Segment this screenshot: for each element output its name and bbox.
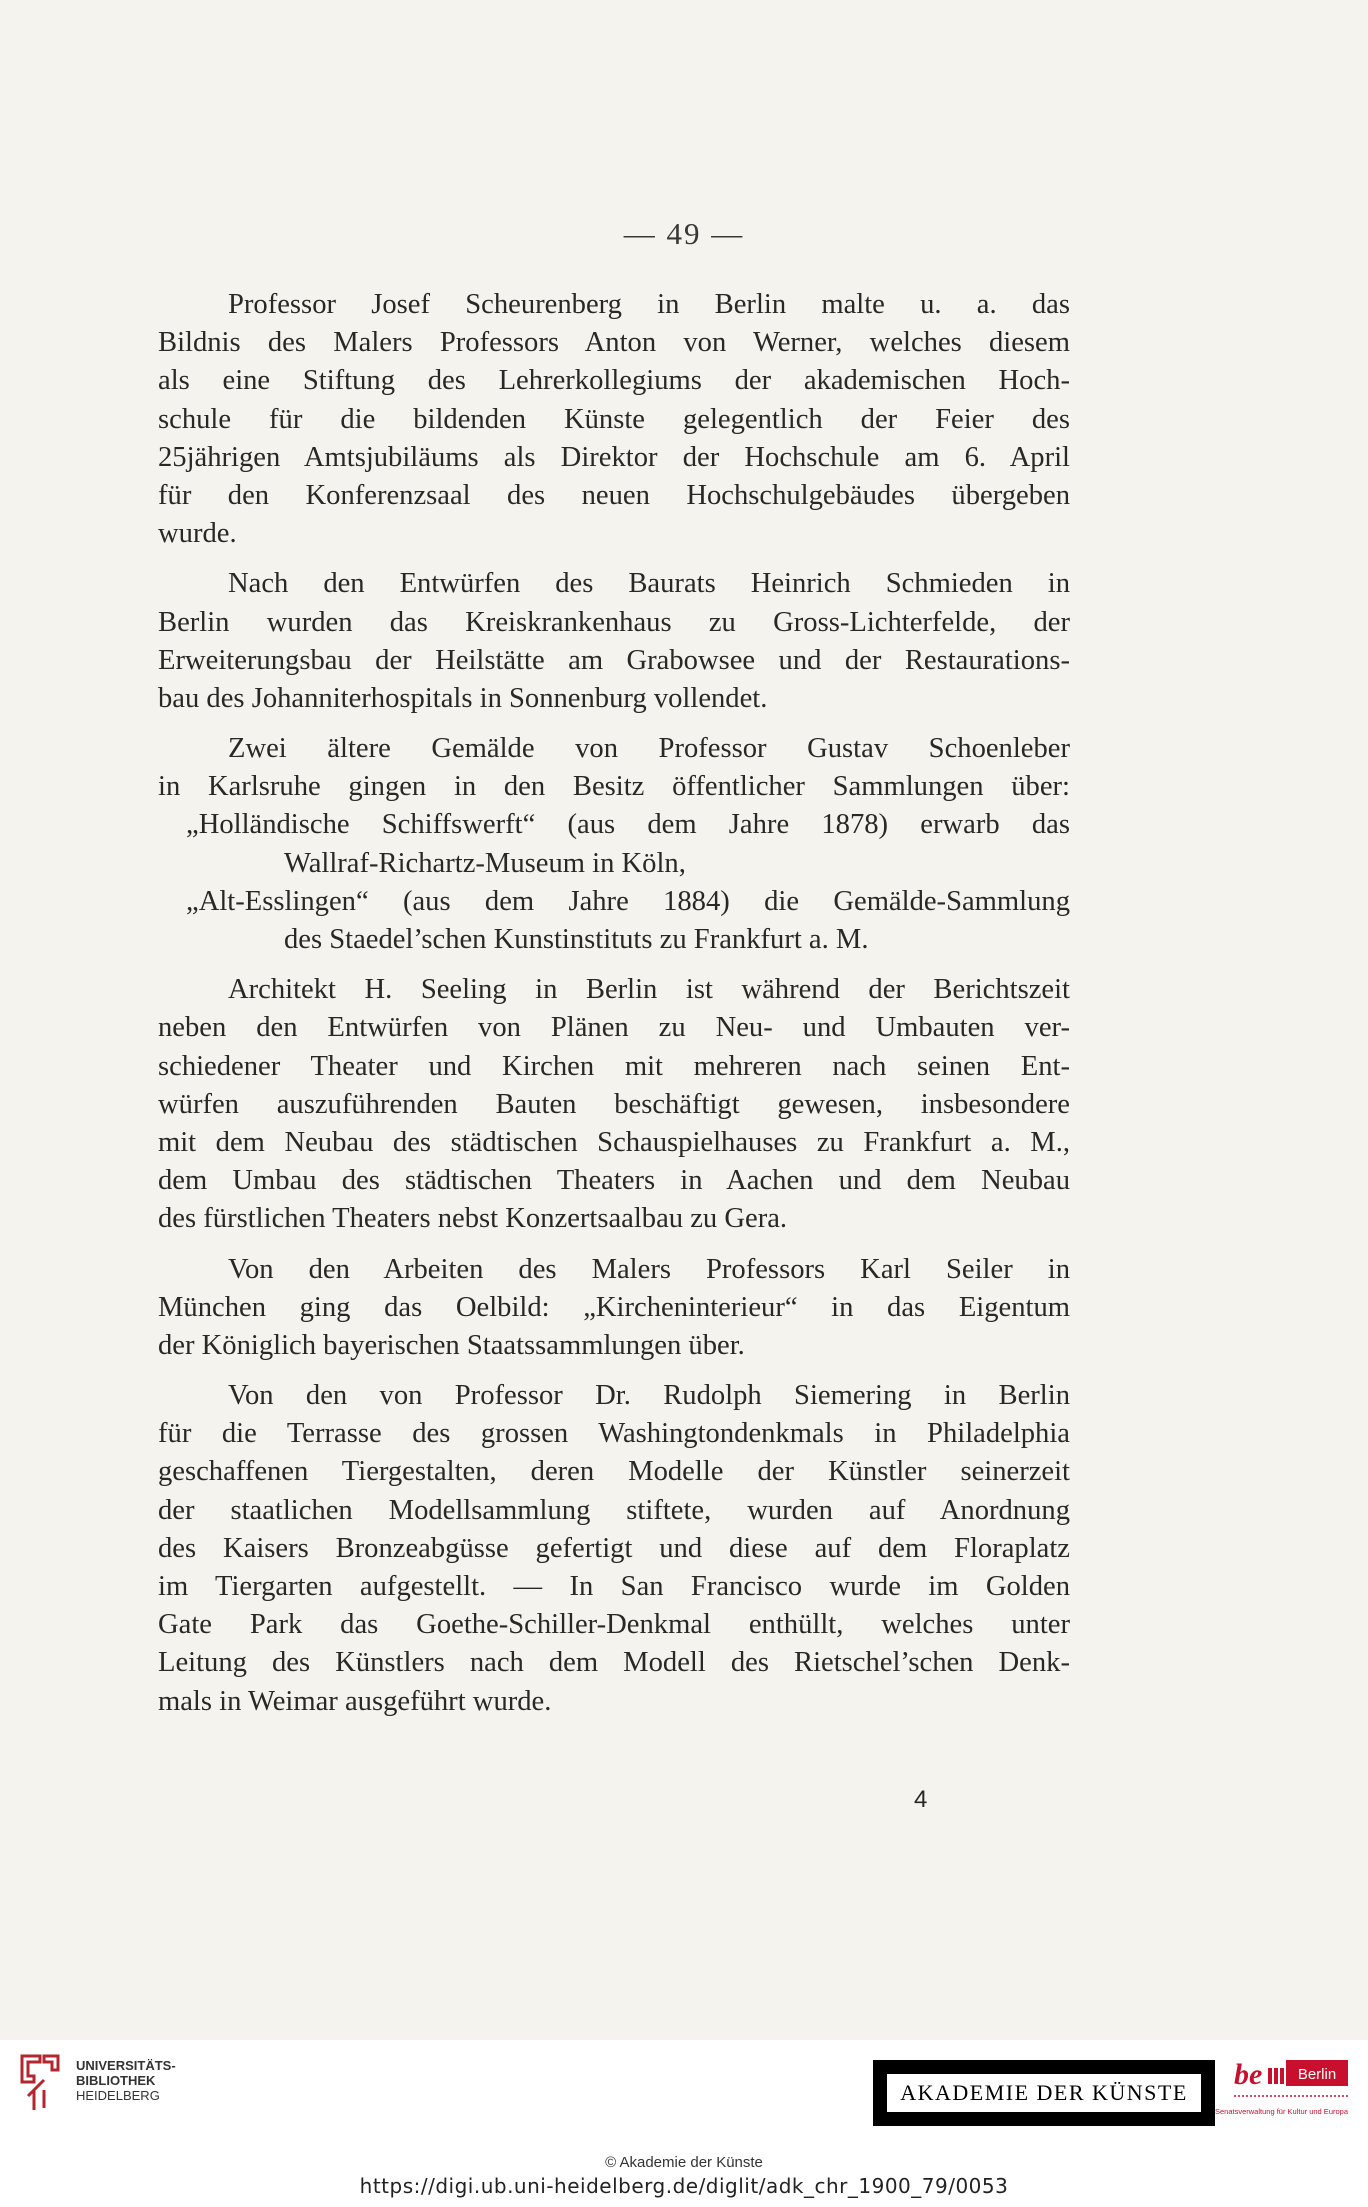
berlin-logo-icon — [1215, 2054, 1350, 2134]
ub-line-1: UNIVERSITÄTS- — [76, 2058, 176, 2073]
text-line: würfen auszuführenden Bauten beschäftigt gewesen, insbesondere — [158, 1088, 1070, 1120]
text-line: für die Terrasse des grossen Washingtondenkmals in Philadelphia — [158, 1418, 1070, 1450]
text-line: geschaffenen Tiergestalten, deren Modelle der Künstler seinerzeit — [158, 1456, 1070, 1488]
text-line: Erweiterungsbau der Heilstätte am Grabowsee und der Restaurations- — [158, 644, 1070, 676]
signature-mark: 4 — [914, 1786, 928, 1813]
text-line: bau des Johanniterhospitals in Sonnenburg vollendet. — [158, 682, 768, 714]
page-number: — 49 — — [623, 216, 745, 251]
paragraph — [158, 1377, 1070, 1721]
paragraph — [158, 565, 1070, 718]
text-line: Von den Arbeiten des Malers Professors Karl Seiler in — [228, 1253, 1070, 1285]
paragraph — [158, 971, 1070, 1238]
text-line: mit dem Neubau des städtischen Schauspielhauses zu Frankfurt a. M., — [158, 1126, 1070, 1158]
svg-text:Senatsverwaltung für Kultur un: Senatsverwaltung für Kultur und Europa — [1215, 2107, 1348, 2116]
text-line: Bildnis des Malers Professors Anton von Werner, welches diesem — [158, 327, 1070, 359]
text-line: der Königlich bayerischen Staatssammlungen über. — [158, 1329, 745, 1361]
text-line: Berlin wurden das Kreiskrankenhaus zu Gross-Lichterfelde, der — [158, 606, 1070, 638]
text-line: dem Umbau des städtischen Theaters in Aachen und dem Neubau — [158, 1165, 1070, 1197]
paragraph — [158, 1251, 1070, 1366]
ub-line-3: HEIDELBERG — [76, 2088, 160, 2103]
akademie-der-kuenste-logo[interactable] — [873, 2060, 1215, 2126]
body-text — [158, 286, 1070, 1733]
text-line: „Alt-Esslingen“ (aus dem Jahre 1884) die Gemälde-Sammlung — [186, 885, 1070, 917]
text-line: für den Konferenzsaal des neuen Hochschulgebäudes übergeben — [158, 479, 1070, 511]
text-line: Leitung des Künstlers nach dem Modell des Rietschel’schen Denk- — [158, 1647, 1070, 1679]
text-line: des Kaisers Bronzeabgüsse gefertigt und diese auf dem Floraplatz — [158, 1532, 1070, 1564]
text-line: Professor Josef Scheurenberg in Berlin malte u. a. das — [228, 289, 1070, 320]
text-line: des fürstlichen Theaters nebst Konzertsaalbau zu Gera. — [158, 1203, 788, 1235]
berlin-senate-logo[interactable] — [1215, 2054, 1350, 2134]
text-line: mals in Weimar ausgeführt wurde. — [158, 1685, 552, 1717]
text-line: der staatlichen Modellsammlung stiftete, wurden auf Anordnung — [158, 1494, 1070, 1526]
copyright-credit: © Akademie der Künste — [605, 2154, 763, 2171]
text-line: schiedener Theater und Kirchen mit mehreren nach seinen Ent- — [158, 1050, 1070, 1082]
university-library-logo[interactable] — [14, 2050, 234, 2120]
text-line: Zwei ältere Gemälde von Professor Gustav Schoenleber — [228, 733, 1070, 765]
paragraph — [158, 730, 1070, 959]
svg-text:Berlin: Berlin — [1297, 2066, 1337, 2083]
text-line: Wallraf-Richartz-Museum in Köln, — [284, 847, 686, 879]
text-line: als eine Stiftung des Lehrerkollegiums der akademischen Hoch- — [158, 365, 1070, 397]
text-line: in Karlsruhe gingen in den Besitz öffentlicher Sammlungen über: — [158, 771, 1070, 803]
text-line: wurde. — [158, 518, 237, 550]
svg-text:be: be — [1234, 2058, 1263, 2091]
text-line: Gate Park das Goethe-Schiller-Denkmal enthüllt, welches unter — [158, 1609, 1070, 1641]
ub-line-2: BIBLIOTHEK — [76, 2073, 156, 2088]
text-line: im Tiergarten aufgestellt. — In San Francisco wurde im Golden — [158, 1571, 1070, 1602]
text-line: des Staedel’schen Kunstinstituts zu Frankfurt a. M. — [284, 924, 869, 955]
text-line: „Holländische Schiffswerft“ (aus dem Jahre 1878) erwarb das — [186, 809, 1070, 841]
source-url-link[interactable]: https://digi.ub.uni-heidelberg.de/diglit/adk_chr_1900_79/0053 — [359, 2174, 1009, 2198]
paragraph — [158, 286, 1070, 553]
text-line: Architekt H. Seeling in Berlin ist während der Berichtszeit — [228, 974, 1070, 1006]
text-line: München ging das Oelbild: „Kircheninterieur“ in das Eigentum — [158, 1291, 1070, 1323]
adk-label: AKADEMIE DER KÜNSTE — [887, 2074, 1201, 2112]
text-line: neben den Entwürfen von Plänen zu Neu- und Umbauten ver- — [158, 1012, 1070, 1044]
text-line: Nach den Entwürfen des Baurats Heinrich Schmieden in — [228, 568, 1070, 600]
text-line: schule für die bildenden Künste gelegentlich der Feier des — [158, 403, 1070, 435]
text-line: 25jährigen Amtsjubiläums als Direktor der Hochschule am 6. April — [158, 441, 1070, 473]
text-line: Von den von Professor Dr. Rudolph Siemering in Berlin — [228, 1380, 1070, 1412]
footer-bar — [0, 2040, 1368, 2207]
ub-heidelberg-icon — [14, 2050, 66, 2116]
